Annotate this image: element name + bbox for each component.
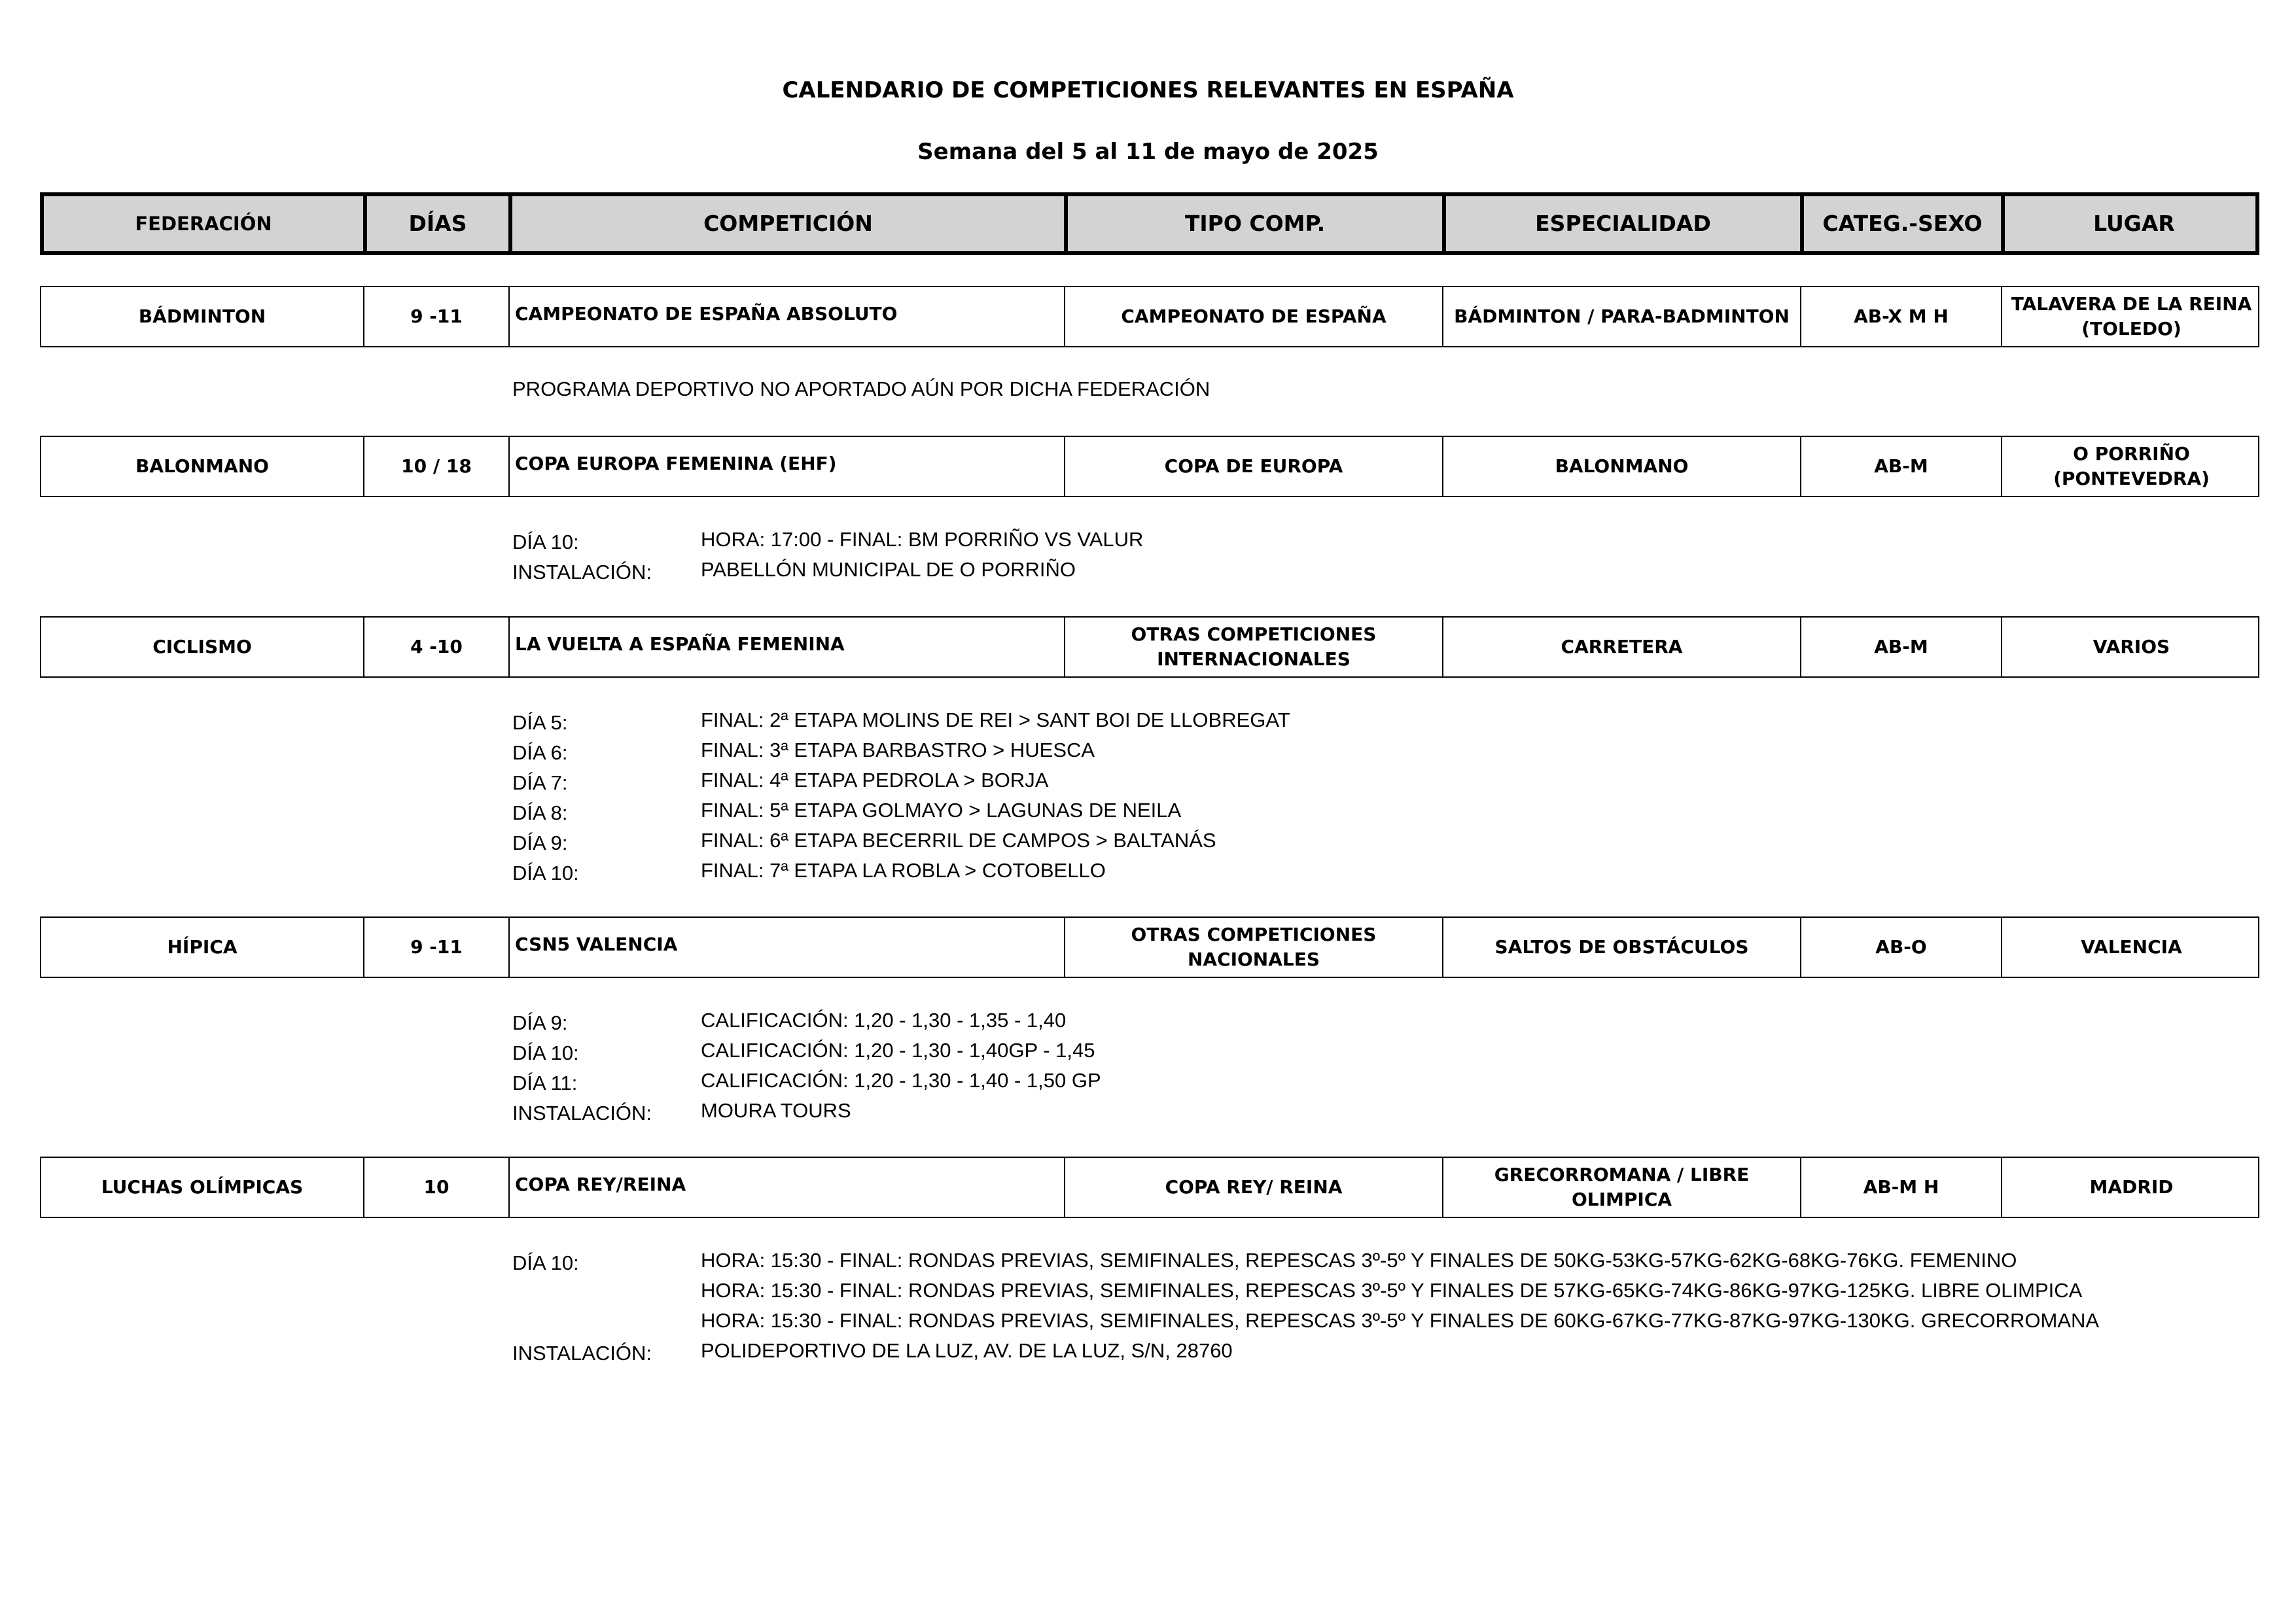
detail-label: DÍA 10: [512, 531, 579, 553]
cell-federacion: HÍPICA [41, 918, 364, 977]
cell-tipo: CAMPEONATO DE ESPAÑA [1065, 287, 1443, 346]
detail-text: HORA: 15:30 - FINAL: RONDAS PREVIAS, SEMIFINALES, REPESCAS 3º-5º Y FINALES DE 60KG-67KG-77KG-87KG-97KG-130KG. GRECORROMANA [701, 1309, 2100, 1332]
header-lugar: LUGAR [2093, 211, 2175, 236]
cell-federacion: BALONMANO [41, 437, 364, 496]
detail-text: CALIFICACIÓN: 1,20 - 1,30 - 1,40 - 1,50 GP [701, 1069, 1101, 1092]
detail-label: INSTALACIÓN: [512, 561, 652, 584]
cell-especialidad: BALONMANO [1443, 437, 1801, 496]
cell-tipo: COPA DE EUROPA [1065, 437, 1443, 496]
detail-text: FINAL: 4ª ETAPA PEDROLA > BORJA [701, 769, 1049, 792]
header-tipo: TIPO COMP. [1068, 196, 1446, 251]
detail-text: MOURA TOURS [701, 1099, 851, 1122]
detail-text: POLIDEPORTIVO DE LA LUZ, AV. DE LA LUZ, S/N, 28760 [701, 1339, 1233, 1362]
document-title: CALENDARIO DE COMPETICIONES RELEVANTES EN ESPAÑA [782, 77, 1514, 103]
cell-especialidad: GRECORROMANA / LIBRE OLIMPICA [1443, 1158, 1801, 1217]
cell-competicion: CAMPEONATO DE ESPAÑA ABSOLUTO [510, 287, 1065, 346]
detail-label: INSTALACIÓN: [512, 1342, 652, 1365]
header-dias: DÍAS [367, 196, 512, 251]
table-header [40, 192, 2259, 255]
program-note [512, 374, 2246, 404]
table-row [40, 616, 2259, 678]
cell-lugar: O PORRIÑO (PONTEVEDRA) [2053, 443, 2210, 489]
cell-tipo: COPA REY/ REINA [1065, 1158, 1443, 1217]
program-details [512, 1246, 2246, 1366]
cell-tipo: OTRAS COMPETICIONES NACIONALES [1065, 918, 1443, 977]
cell-lugar: VARIOS [2093, 636, 2170, 657]
cell-categ: AB-M [1801, 437, 2002, 496]
detail-text: FINAL: 3ª ETAPA BARBASTRO > HUESCA [701, 739, 1095, 761]
detail-text: FINAL: 2ª ETAPA MOLINS DE REI > SANT BOI DE LLOBREGAT [701, 708, 1290, 731]
cell-dias: 10 / 18 [364, 437, 510, 496]
detail-label: DÍA 11: [512, 1072, 578, 1094]
detail-text: FINAL: 6ª ETAPA BECERRIL DE CAMPOS > BALTANÁS [701, 829, 1216, 852]
detail-text: PABELLÓN MUNICIPAL DE O PORRIÑO [701, 558, 1076, 581]
cell-dias: 10 [364, 1158, 510, 1217]
cell-categ: AB-M H [1801, 1158, 2002, 1217]
detail-label [512, 1306, 701, 1336]
header-federacion: FEDERACIÓN [44, 196, 367, 251]
cell-categ: AB-X M H [1801, 287, 2002, 346]
detail-text: HORA: 17:00 - FINAL: BM PORRIÑO VS VALUR [701, 528, 1144, 551]
note-text: PROGRAMA DEPORTIVO NO APORTADO AÚN POR DICHA FEDERACIÓN [512, 377, 1210, 400]
cell-especialidad: SALTOS DE OBSTÁCULOS [1443, 918, 1801, 977]
detail-label: DÍA 8: [512, 801, 568, 824]
cell-competicion: COPA EUROPA FEMENINA (EHF) [510, 437, 1065, 496]
cell-especialidad: CARRETERA [1443, 618, 1801, 676]
cell-federacion: BÁDMINTON [41, 287, 364, 346]
cell-especialidad: BÁDMINTON / PARA-BADMINTON [1443, 287, 1801, 346]
cell-categ: AB-O [1801, 918, 2002, 977]
detail-text: CALIFICACIÓN: 1,20 - 1,30 - 1,40GP - 1,45 [701, 1039, 1095, 1062]
header-categ: CATEG.-SEXO [1804, 196, 2005, 251]
detail-label: DÍA 10: [512, 862, 579, 884]
detail-label: DÍA 10: [512, 1041, 579, 1064]
detail-label [512, 1276, 701, 1306]
detail-label: DÍA 10: [512, 1251, 579, 1274]
cell-competicion: COPA REY/REINA [510, 1158, 1065, 1217]
header-especialidad: ESPECIALIDAD [1446, 196, 1804, 251]
detail-label: DÍA 9: [512, 831, 568, 854]
detail-text: FINAL: 5ª ETAPA GOLMAYO > LAGUNAS DE NEILA [701, 799, 1182, 822]
cell-lugar: MADRID [2089, 1176, 2174, 1198]
detail-text: FINAL: 7ª ETAPA LA ROBLA > COTOBELLO [701, 859, 1106, 882]
cell-lugar: VALENCIA [2081, 936, 2182, 958]
cell-competicion: CSN5 VALENCIA [510, 918, 1065, 977]
cell-categ: AB-M [1801, 618, 2002, 676]
program-details [512, 525, 2246, 585]
cell-dias: 9 -11 [364, 918, 510, 977]
detail-label: DÍA 9: [512, 1011, 568, 1034]
table-row [40, 286, 2259, 347]
cell-dias: 9 -11 [364, 287, 510, 346]
detail-label: DÍA 5: [512, 711, 568, 734]
cell-federacion: LUCHAS OLÍMPICAS [41, 1158, 364, 1217]
table-row [40, 436, 2259, 497]
detail-label: DÍA 7: [512, 771, 568, 794]
table-row [40, 916, 2259, 978]
detail-label: DÍA 6: [512, 741, 568, 764]
header-competicion: COMPETICIÓN [512, 196, 1068, 251]
cell-dias: 4 -10 [364, 618, 510, 676]
program-details [512, 705, 2246, 886]
detail-text: HORA: 15:30 - FINAL: RONDAS PREVIAS, SEMIFINALES, REPESCAS 3º-5º Y FINALES DE 57KG-65KG-74KG-86KG-97KG-125KG. LIBRE OLIMPICA [701, 1279, 2083, 1302]
cell-federacion: CICLISMO [41, 618, 364, 676]
week-subtitle: Semana del 5 al 11 de mayo de 2025 [917, 139, 1379, 165]
detail-label: INSTALACIÓN: [512, 1102, 652, 1125]
cell-tipo: OTRAS COMPETICIONES INTERNACIONALES [1065, 618, 1443, 676]
cell-lugar: TALAVERA DE LA REINA (TOLEDO) [2011, 293, 2252, 340]
program-details [512, 1005, 2246, 1126]
table-row [40, 1157, 2259, 1218]
cell-competicion: LA VUELTA A ESPAÑA FEMENINA [510, 618, 1065, 676]
detail-text: HORA: 15:30 - FINAL: RONDAS PREVIAS, SEMIFINALES, REPESCAS 3º-5º Y FINALES DE 50KG-53KG-57KG-62KG-68KG-76KG. FEMENINO [701, 1249, 2017, 1272]
detail-text: CALIFICACIÓN: 1,20 - 1,30 - 1,35 - 1,40 [701, 1009, 1067, 1032]
